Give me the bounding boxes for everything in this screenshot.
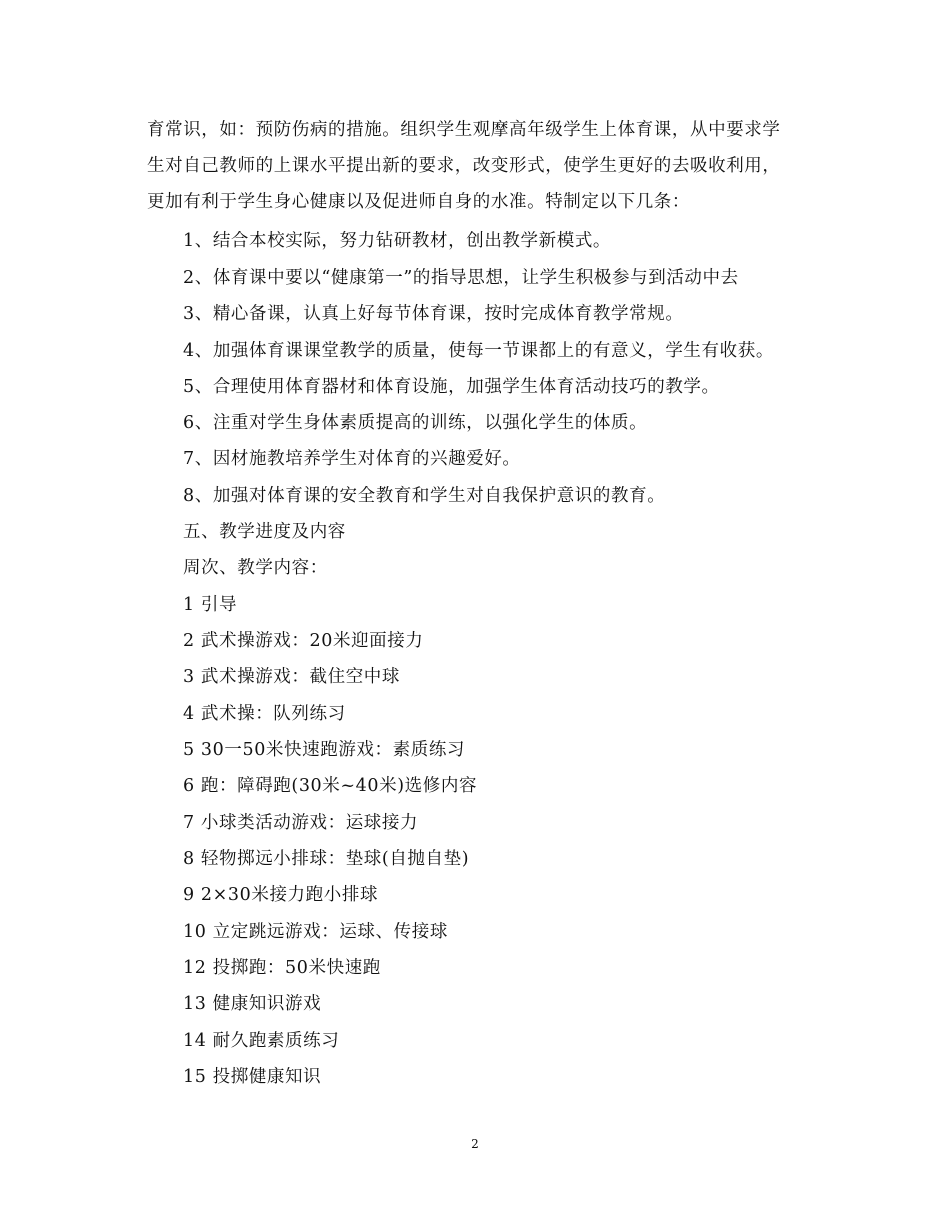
measure-item: 8、加强对体育课的安全教育和学生对自我保护意识的教育。 xyxy=(183,486,666,506)
schedule-item: 8 轻物掷远小排球：垫球(自抛自垫) xyxy=(183,849,470,869)
schedule-item: 7 小球类活动游戏：运球接力 xyxy=(183,813,419,833)
page-number: 2 xyxy=(471,1137,479,1151)
measure-item: 5、合理使用体育器材和体育设施，加强学生体育活动技巧的教学。 xyxy=(183,377,720,397)
schedule-item: 12 投掷跑：50米快速跑 xyxy=(183,958,381,978)
schedule-header: 周次、教学内容： xyxy=(183,558,328,578)
measure-item: 7、因材施教培养学生对体育的兴趣爱好。 xyxy=(183,449,521,469)
schedule-item: 13 健康知识游戏 xyxy=(183,994,322,1014)
measure-item: 4、加强体育课课堂教学的质量，使每一节课都上的有意义，学生有收获。 xyxy=(183,341,774,361)
schedule-item: 5 30一50米快速跑游戏：素质练习 xyxy=(183,740,466,760)
section-heading: 五、教学进度及内容 xyxy=(183,522,346,542)
intro-line: 生对自己教师的上课水平提出新的要求，改变形式，使学生更好的去吸收利用， xyxy=(147,156,781,176)
schedule-item: 15 投掷健康知识 xyxy=(183,1067,322,1087)
schedule-item: 3 武术操游戏：截住空中球 xyxy=(183,667,400,687)
measure-item: 1、结合本校实际，努力钻研教材，创出教学新模式。 xyxy=(183,231,612,251)
measure-item: 3、精心备课，认真上好每节体育课，按时完成体育教学常规。 xyxy=(183,304,684,324)
measure-item: 2、体育课中要以“健康第一”的指导思想，让学生积极参与到活动中去 xyxy=(183,268,739,288)
schedule-item: 14 耐久跑素质练习 xyxy=(183,1031,340,1051)
schedule-item: 2 武术操游戏：20米迎面接力 xyxy=(183,631,424,651)
measure-item: 6、注重对学生身体素质提高的训练，以强化学生的体质。 xyxy=(183,413,648,433)
schedule-item: 9 2×30米接力跑小排球 xyxy=(183,885,379,905)
schedule-item: 10 立定跳远游戏：运球、传接球 xyxy=(183,922,448,942)
schedule-item: 1 引导 xyxy=(183,595,238,615)
intro-line: 育常识，如：预防伤病的措施。组织学生观摩高年级学生上体育课，从中要求学 xyxy=(147,120,781,140)
intro-line: 更加有利于学生身心健康以及促进师自身的水准。特制定以下几条： xyxy=(147,192,690,212)
schedule-item: 4 武术操：队列练习 xyxy=(183,704,346,724)
schedule-item: 6 跑：障碍跑(30米~40米)选修内容 xyxy=(183,776,478,796)
